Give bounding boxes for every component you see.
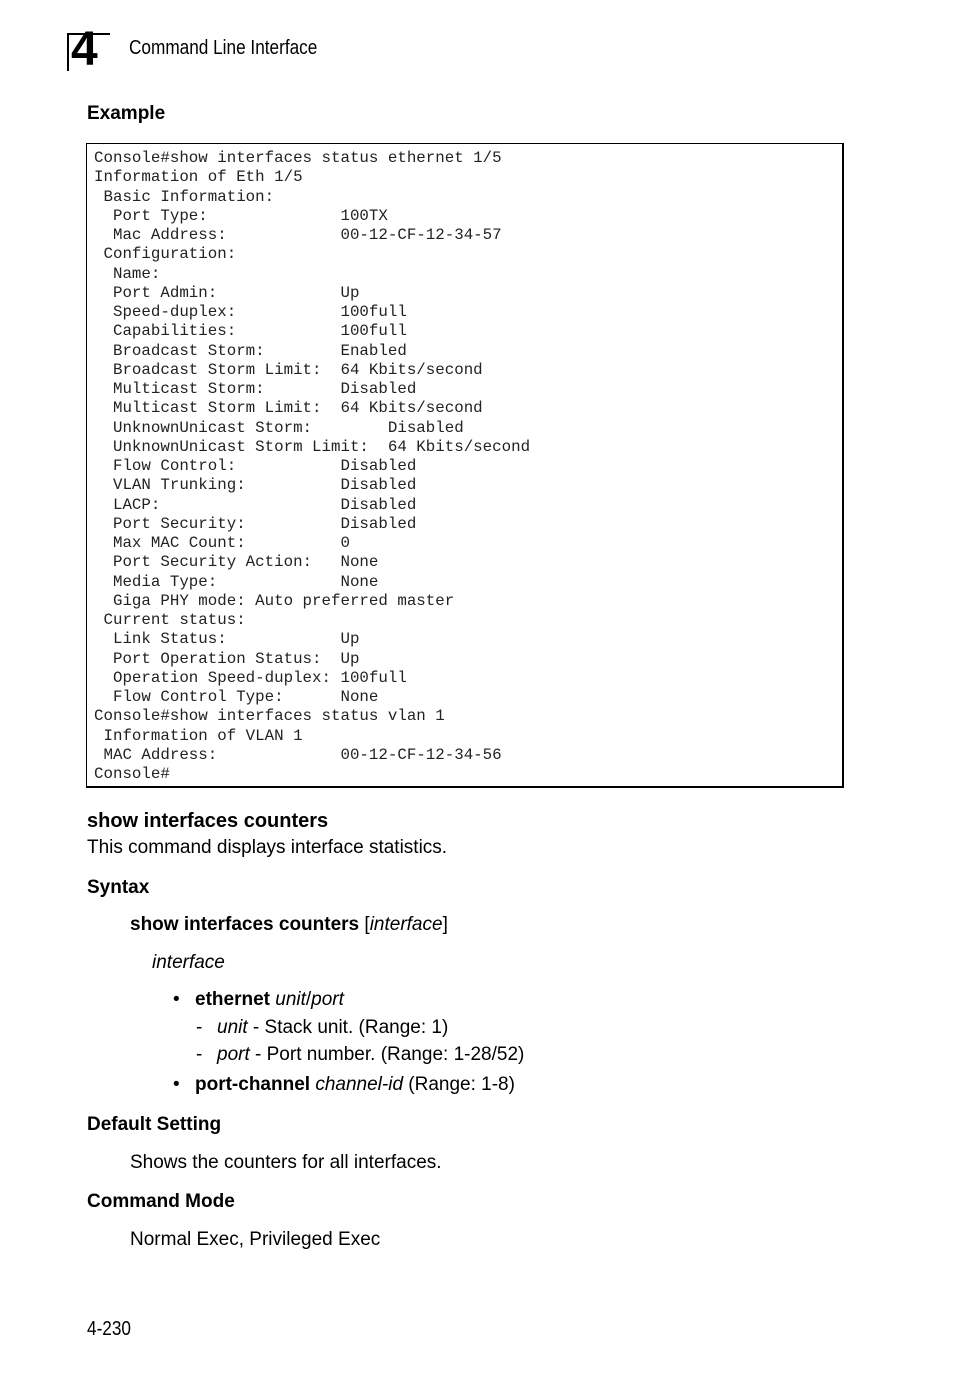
subitem-unit (217, 1017, 448, 1039)
code-line: MAC Address: 00-12-CF-12-34-56 (94, 745, 502, 764)
syntax-heading: Syntax (87, 877, 150, 898)
subitem-unit-param: unit (217, 1017, 248, 1038)
code-line: UnknownUnicast Storm Limit: 64 Kbits/second (94, 437, 531, 456)
code-line: Information of VLAN 1 (94, 726, 303, 745)
code-line: VLAN Trunking: Disabled (94, 476, 417, 495)
syntax-open-bracket: [ (359, 914, 370, 935)
code-line: Information of Eth 1/5 (94, 168, 303, 187)
code-line: Giga PHY mode: Auto preferred master (94, 591, 455, 610)
bullet-port-channel-range: (Range: 1-8) (403, 1074, 515, 1095)
code-line: Console#show interfaces status vlan 1 (94, 707, 445, 726)
code-line: Name: (94, 264, 161, 283)
code-line: Broadcast Storm Limit: 64 Kbits/second (94, 360, 483, 379)
param-label (152, 952, 225, 974)
subitem-unit-desc: - Stack unit. (Range: 1) (247, 1017, 449, 1038)
code-line: Console#show interfaces status ethernet 1/5 (94, 149, 502, 167)
page-number: 4-230 (87, 1318, 131, 1340)
subitem-port-param: port (217, 1044, 250, 1065)
bullet-port-channel-id: channel-id (315, 1074, 404, 1095)
subitem-port (217, 1044, 524, 1066)
code-line: Multicast Storm Limit: 64 Kbits/second (94, 399, 483, 418)
syntax-param: interface (369, 914, 443, 935)
bullet-ethernet (195, 989, 344, 1011)
param-label-text: interface (152, 952, 225, 973)
code-line: Media Type: None (94, 572, 379, 591)
command-mode-text: Normal Exec, Privileged Exec (130, 1229, 381, 1250)
code-line: Current status: (94, 611, 246, 629)
code-line: Mac Address: 00-12-CF-12-34-57 (94, 226, 502, 244)
bullet-port-channel-keyword: port-channel (195, 1074, 311, 1095)
code-line: Configuration: (94, 245, 237, 264)
code-line: Port Admin: Up (94, 283, 360, 302)
syntax-close-bracket: ] (442, 914, 448, 935)
code-line: Multicast Storm: Disabled (94, 380, 417, 398)
command-mode-heading: Command Mode (87, 1191, 235, 1212)
dash-icon: - (196, 1044, 203, 1065)
dash-icon: - (196, 1017, 203, 1038)
code-line: Port Security Action: None (94, 553, 379, 572)
bullet-ethernet-unit: unit (275, 989, 306, 1010)
bullet-port-channel (195, 1074, 515, 1096)
code-line: Broadcast Storm: Enabled (94, 341, 407, 360)
code-line: Port Type: 100TX (94, 206, 388, 225)
bullet-icon: • (173, 1074, 180, 1095)
command-description: This command displays interface statistics. (87, 837, 448, 858)
code-line: Link Status: Up (94, 630, 360, 649)
code-example-box (86, 143, 844, 788)
code-line: Capabilities: 100full (94, 322, 407, 341)
code-line: Basic Information: (94, 187, 275, 206)
bullet-ethernet-keyword: ethernet (195, 989, 270, 1010)
bullet-icon: • (173, 989, 180, 1010)
chapter-number: 4 (71, 23, 97, 76)
code-line: Operation Speed-duplex: 100full (94, 668, 407, 687)
example-heading: Example (87, 103, 166, 124)
running-header-title: Command Line Interface (129, 37, 318, 59)
chapter-marker (67, 23, 110, 76)
default-setting-heading: Default Setting (87, 1114, 222, 1135)
syntax-command: show interfaces counters (130, 914, 360, 935)
syntax-line (130, 914, 448, 936)
code-line: Speed-duplex: 100full (94, 303, 407, 321)
code-line: Port Operation Status: Up (94, 649, 360, 668)
code-example (94, 149, 530, 784)
code-line: Port Security: Disabled (94, 514, 417, 533)
subitem-port-desc: - Port number. (Range: 1-28/52) (249, 1044, 525, 1065)
code-line: Max MAC Count: 0 (94, 534, 350, 552)
code-line: UnknownUnicast Storm: Disabled (94, 418, 464, 437)
code-line: Flow Control Type: None (94, 688, 379, 706)
bullet-ethernet-sep: / (305, 989, 312, 1010)
code-line: Console# (94, 765, 170, 783)
code-line: Flow Control: Disabled (94, 457, 417, 475)
bullet-ethernet-port: port (311, 989, 344, 1010)
command-title: show interfaces counters (87, 810, 329, 832)
default-setting-text: Shows the counters for all interfaces. (130, 1152, 442, 1173)
code-line: LACP: Disabled (94, 495, 417, 514)
